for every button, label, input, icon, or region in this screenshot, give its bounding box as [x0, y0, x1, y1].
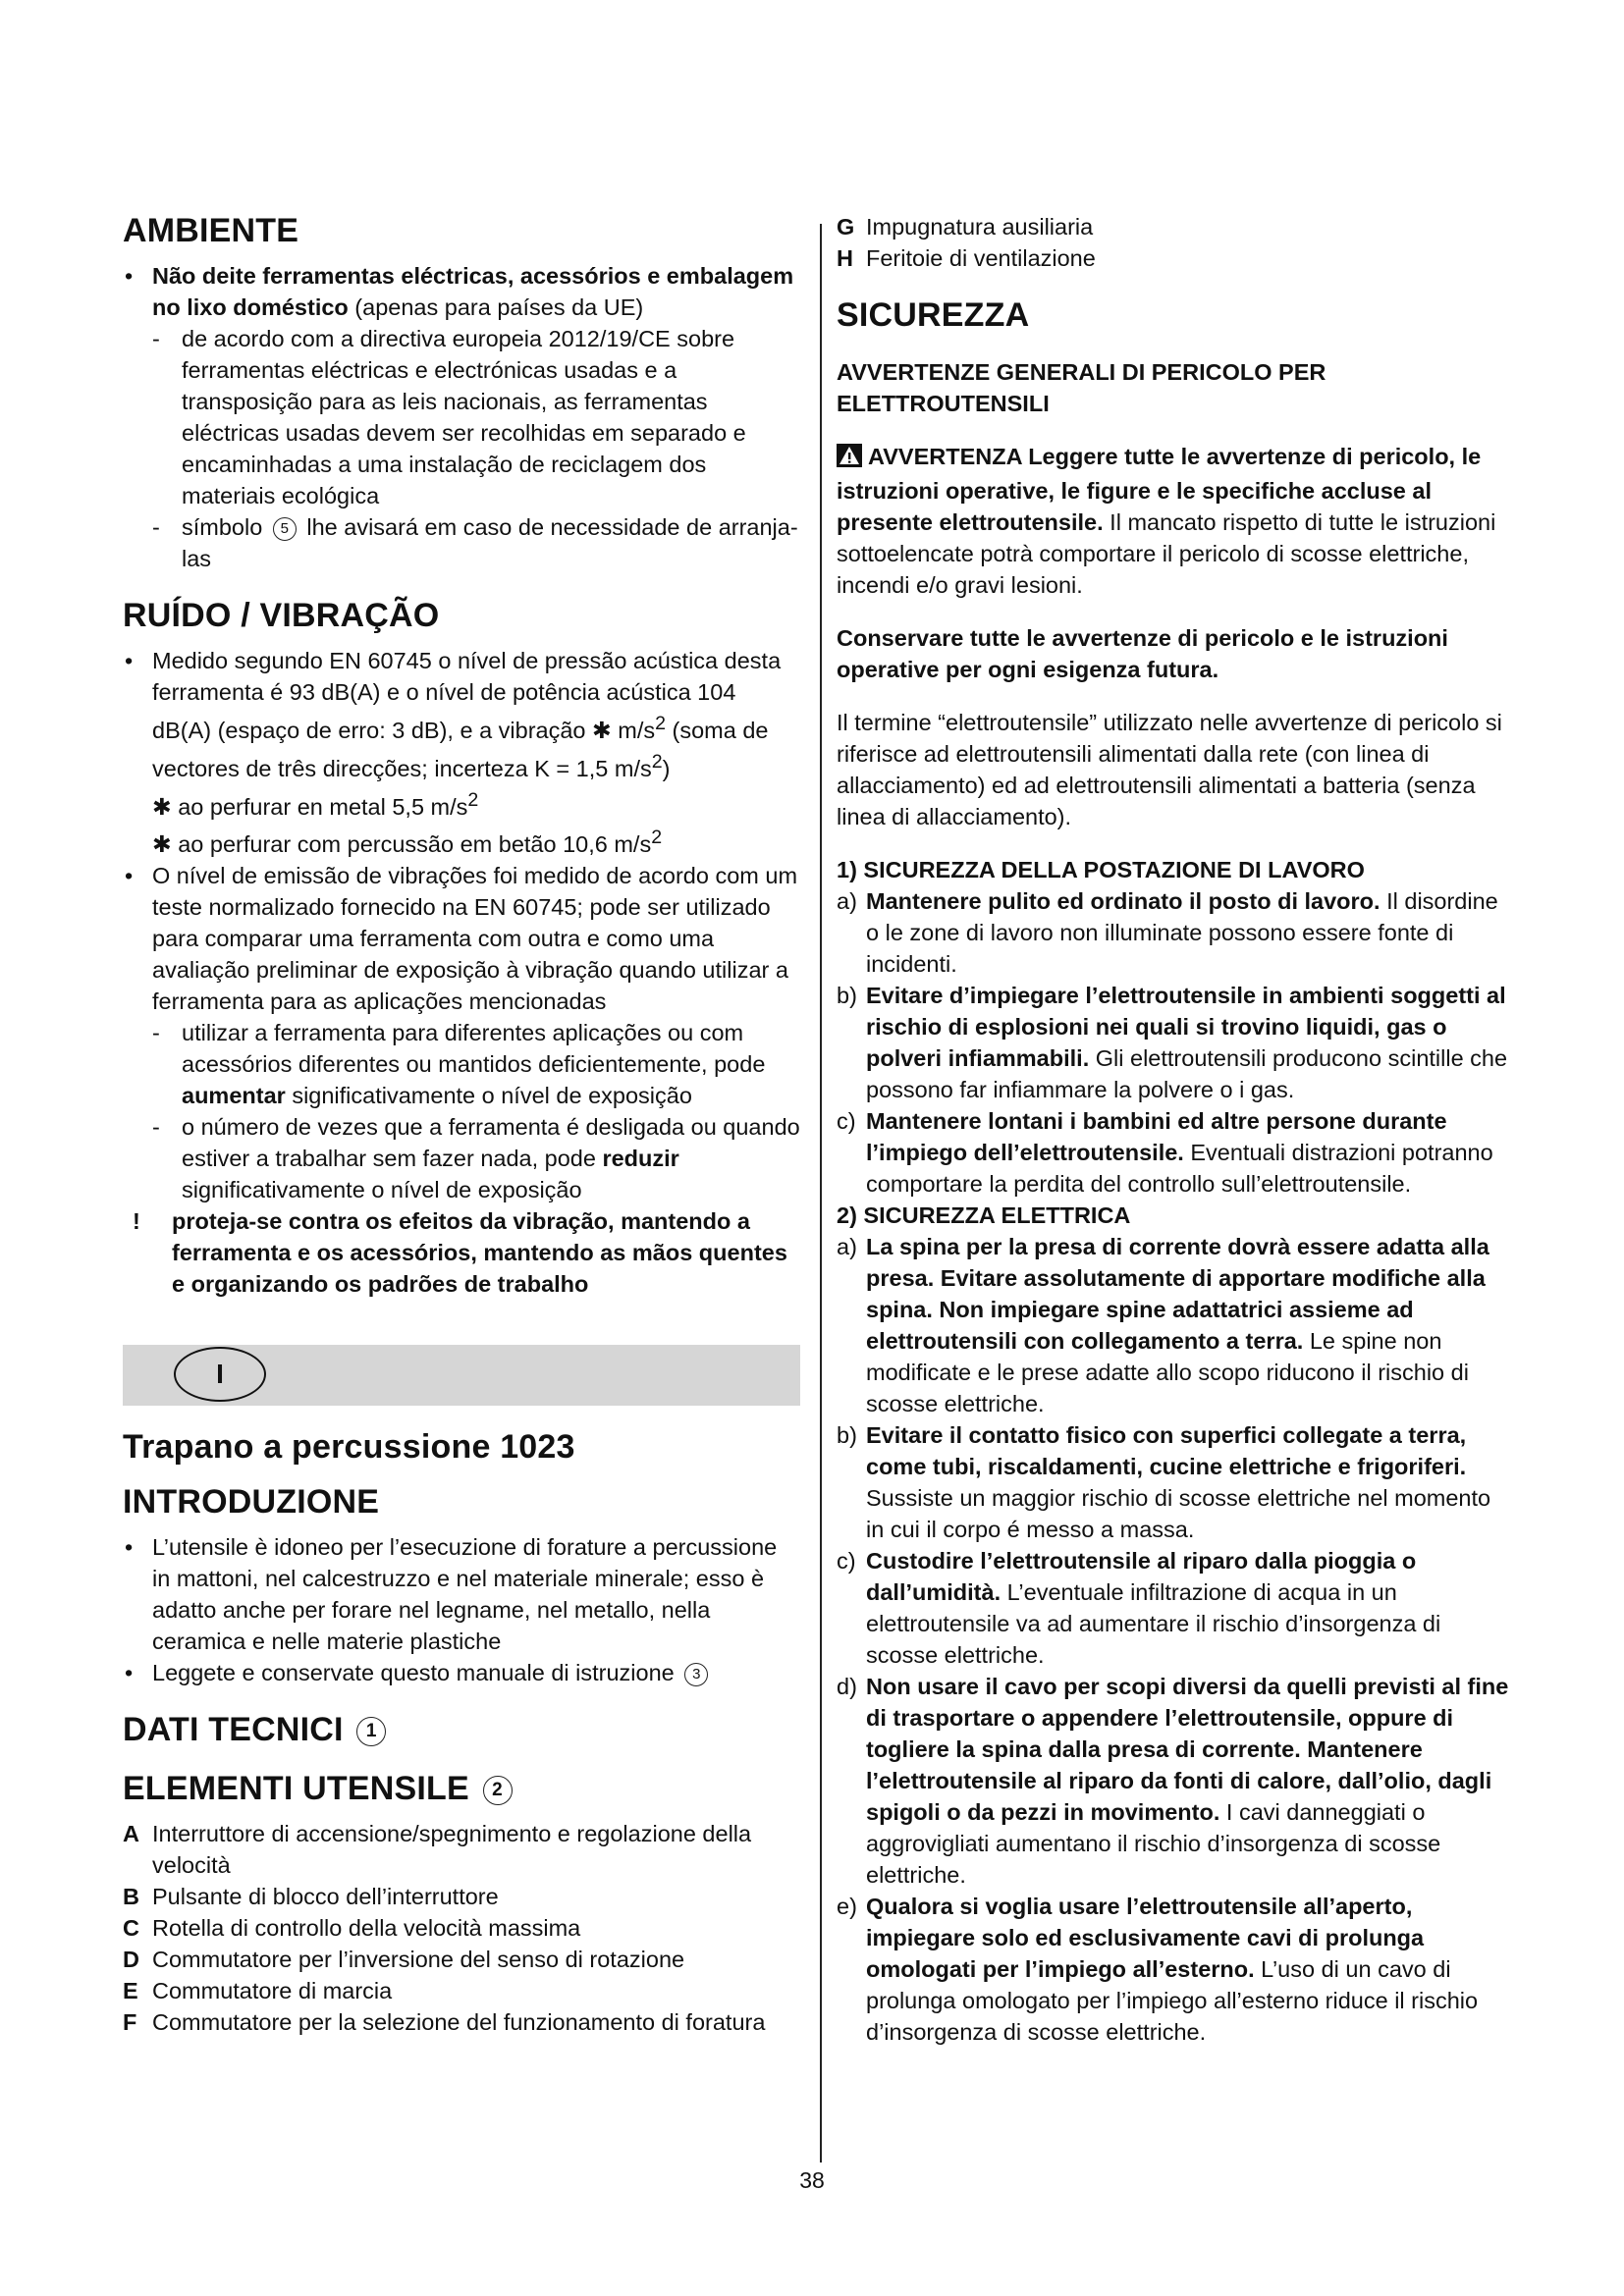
elementi-list: [123, 1818, 800, 2038]
figure-ref-3-icon: 3: [684, 1663, 708, 1686]
safety-rule: [837, 1671, 1514, 1891]
safety-rule: [837, 980, 1514, 1105]
rule-marker: b): [837, 983, 857, 1008]
rule-text: L’eventuale infiltrazione di acqua in un elettroutensile va ad aumentare il rischio d’insorgenza di scosse elettriche.: [866, 1579, 1441, 1668]
element-item: [837, 242, 1514, 274]
section-1-list: [837, 885, 1514, 1200]
element-text: Pulsante di blocco dell’interruttore: [152, 1884, 499, 1910]
ambiente-dash-2: - símbolo 5 lhe avisará em caso de necessidade de arranja-las: [152, 514, 798, 571]
ruido-bullet-1: • Medido segundo EN 60745 o nível de pressão acústica desta ferramenta é 93 dB(A) e o nível de potência acústica 104 dB(A) (espaço de erro: 3 dB), e a vibração ✱ $m/s^2$ (soma de vectores de três direcções; incerteza K = 1,5 $m/s^2$): [123, 645, 800, 784]
rule-bold-text: Non usare il cavo per scopi diversi da quelli previsti al fine di trasportare o appendere l’elettroutensile, oppure di togliere la spina dalla presa di corrente. Mantenere l’elettroutensile al riparo da fonti di calore, dall’olio, dagli spigoli o da pezzi in movimento.: [866, 1674, 1509, 1825]
warning-triangle-icon: [837, 444, 862, 475]
section-2-heading: 2) SICUREZZA ELETTRICA: [837, 1202, 1131, 1228]
rule-bold-text: Custodire l’elettroutensile al riparo dalla pioggia o dall’umidità.: [866, 1548, 1417, 1605]
rule-marker: c): [837, 1108, 856, 1134]
rule-bold-text: Evitare d’impiegare l’elettroutensile in ambienti soggetti al rischio di esplosioni nei quali si trovino liquidi, gas o polveri infiammabili.: [866, 983, 1506, 1071]
element-letter: C: [123, 1915, 139, 1942]
column-divider: [820, 224, 822, 2163]
element-item: [123, 1912, 800, 1944]
rule-marker: d): [837, 1674, 857, 1699]
ambiente-bullet: • Não deite ferramentas eléctricas, acessórios e embalagem no lixo doméstico (apenas para países da UE): [123, 260, 800, 323]
ruido-warning: ! proteja-se contra os efeitos da vibração, mantendo a ferramenta e os acessórios, mantendo as mãos quentes e organizando os padrões de trabalho: [133, 1208, 787, 1298]
ruido-dash-2: - o número de vezes que a ferramenta é desligada ou quando estiver a trabalhar sem fazer nada, pode reduzir significativamente o nível de exposição: [152, 1114, 800, 1203]
element-letter: F: [123, 2009, 137, 2036]
safety-rule: [837, 1105, 1514, 1200]
ruido-dash-1: - utilizar a ferramenta para diferentes aplicações ou com acessórios diferentes ou mantidos deficientemente, pode aumentar significativamente o nível de exposição: [152, 1020, 766, 1109]
element-text: Interruttore di accensione/spegnimento e regolazione della velocità: [152, 1821, 752, 1879]
warning-paragraph: AVVERTENZA Leggere tutte le avvertenze di pericolo, le istruzioni operative, le figure e le specifiche accluse al presente elettroutensile. Il mancato rispetto di tutte le istruzioni sottoelencate potrà comportare il pericolo di scosse elettriche, incendi e/o gravi lesioni.: [837, 444, 1496, 598]
rule-text: Sussiste un maggior rischio di scosse elettriche nel momento in cui il corpo é messo a massa.: [866, 1485, 1491, 1542]
element-text: Impugnatura ausiliaria: [866, 214, 1094, 240]
element-letter: A: [123, 1821, 139, 1847]
intro-bullet-1: • L’utensile è idoneo per l’esecuzione di forature a percussione in mattoni, nel calcestruzzo e nel materiale minerale; esso è adatto anche per forare nel legname, nel metallo, nella ceramica e nelle materie plastiche: [123, 1531, 800, 1657]
ruido-heading: RUÍDO / VIBRAÇÃO: [123, 597, 440, 634]
elementi-heading: ELEMENTI UTENSILE 2: [123, 1769, 800, 1808]
rule-marker: e): [837, 1894, 857, 1919]
element-text: Commutatore per la selezione del funzionamento di foratura: [152, 2009, 766, 2036]
rule-bold-text: Evitare il contatto fisico con superfici collegate a terra, come tubi, riscaldamenti, cucine elettriche e frigoriferi.: [866, 1422, 1467, 1479]
ruido-bullet-2: • O nível de emissão de vibrações foi medido de acordo com um teste normalizado fornecido na EN 60745; pode ser utilizado para comparar uma ferramenta com outra e como uma avaliação preliminar de exposição à vibração quando utilizar a ferramenta para as aplicações mencionadas: [123, 860, 800, 1017]
rule-text: I cavi danneggiati o aggrovigliati aumentano il rischio d’insorgenza di scosse elettriche.: [866, 1799, 1441, 1888]
figure-ref-5-icon: 5: [273, 517, 297, 541]
right-column: [837, 211, 1514, 2048]
country-code-badge: I: [174, 1347, 266, 1402]
rule-text: Gli elettroutensili producono scintille che possono far infiammare la polvere o i gas.: [866, 1045, 1508, 1102]
termine-paragraph: Il termine “elettroutensile” utilizzato nelle avvertenze di pericolo si riferisce ad elettroutensili alimentati dalla rete (con linea di allacciamento) ed ad elettroutensili alimentati a batteria (senza linea di allacciamento).: [837, 710, 1502, 829]
element-item: [837, 211, 1514, 242]
element-letter: B: [123, 1884, 139, 1910]
safety-rule: [837, 885, 1514, 980]
rule-marker: c): [837, 1548, 856, 1574]
element-text: Feritoie di ventilazione: [866, 245, 1096, 271]
safety-rule: [837, 1419, 1514, 1545]
safety-rule: [837, 1891, 1514, 2048]
rule-text: L’uso di un cavo di prolunga omologato per l’impiego all’esterno riduce il rischio d’insorgenza di scosse elettriche.: [866, 1956, 1479, 2045]
element-item: [123, 1944, 800, 1975]
conserve-notice: Conservare tutte le avvertenze di pericolo e le istruzioni operative per ogni esigenza futura.: [837, 625, 1448, 682]
rule-text: Eventuali distrazioni potranno comportare la perdita del controllo sull’elettroutensile.: [866, 1140, 1493, 1197]
rule-bold-text: La spina per la presa di corrente dovrà essere adatta alla presa. Evitare assolutamente di apportare modifiche alla spina. Non impiegare spine adattatrici assieme ad elettroutensili con collegamento a terra.: [866, 1234, 1489, 1354]
safety-rule: [837, 1545, 1514, 1671]
section-2-list: [837, 1231, 1514, 2048]
element-text: Commutatore per l’inversione del senso di rotazione: [152, 1947, 685, 1973]
element-letter: H: [837, 245, 853, 271]
dati-heading: DATI TECNICI 1: [123, 1710, 800, 1749]
ambiente-heading: AMBIENTE: [123, 212, 299, 249]
language-banner: [123, 1345, 800, 1406]
element-item: [123, 2006, 800, 2038]
rule-text: Il disordine o le zone di lavoro non illuminate possono essere fonte di incidenti.: [866, 888, 1498, 977]
element-item: [123, 1881, 800, 1912]
element-letter: E: [123, 1978, 138, 2004]
intro-heading: INTRODUZIONE: [123, 1483, 380, 1522]
element-item: [123, 1818, 800, 1881]
element-text: Rotella di controllo della velocità massima: [152, 1915, 581, 1942]
page-number: 38: [799, 2167, 825, 2193]
rule-text: Le spine non modificate e le prese adatte allo scopo riducono il rischio di scosse elettriche.: [866, 1328, 1469, 1416]
avvertenze-heading: AVVERTENZE GENERALI DI PERICOLO PER ELETTROUTENSILI: [837, 359, 1326, 416]
vibration-metal: ✱ ao perfurar en metal 5,5 $m/s^2$: [152, 788, 479, 820]
rule-marker: b): [837, 1422, 857, 1448]
rule-bold-text: Qualora si voglia usare l’elettroutensile all’aperto, impiegare solo ed esclusivamente cavi di prolunga omologati per l’impiego all’esterno.: [866, 1894, 1425, 1982]
element-letter: D: [123, 1947, 139, 1973]
element-letter: G: [837, 214, 855, 240]
sicurezza-heading: SICUREZZA: [837, 296, 1030, 334]
elementi-list-continued: [837, 211, 1514, 274]
rule-marker: a): [837, 1234, 857, 1259]
rule-bold-text: Mantenere lontani i bambini ed altre persone durante l’impiego dell’elettroutensile.: [866, 1108, 1447, 1165]
vibration-concrete: ✱ ao perfurar com percussão em betão 10,6 $m/s^2$: [152, 827, 663, 858]
element-text: Commutatore di marcia: [152, 1978, 393, 2004]
intro-bullet-2: • Leggete e conservate questo manuale di istruzione 3: [123, 1657, 800, 1688]
figure-ref-2-icon: 2: [483, 1776, 513, 1805]
figure-ref-1-icon: 1: [356, 1717, 386, 1746]
safety-rule: [837, 1231, 1514, 1419]
product-title: Trapano a percussione 1023: [123, 1428, 575, 1467]
element-item: [123, 1975, 800, 2006]
rule-marker: a): [837, 888, 857, 914]
left-column: [123, 211, 800, 2038]
ambiente-dash-1: - de acordo com a directiva europeia 2012/19/CE sobre ferramentas eléctricas e electrónicas usadas e a transposição para as leis nacionais, as ferramentas eléctricas usadas devem ser recolhidas em separado e encaminhadas a uma instalação de reciclagem dos materiais ecológica: [152, 326, 746, 508]
rule-bold-text: Mantenere pulito ed ordinato il posto di lavoro.: [866, 888, 1380, 914]
section-1-heading: 1) SICUREZZA DELLA POSTAZIONE DI LAVORO: [837, 857, 1365, 882]
